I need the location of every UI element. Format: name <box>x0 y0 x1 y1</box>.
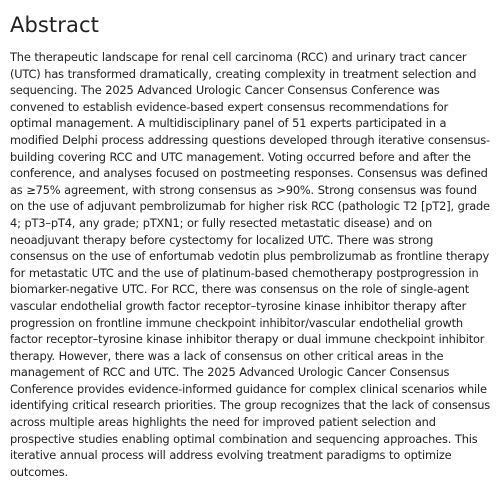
abstract-heading: Abstract <box>10 13 99 37</box>
abstract-section <box>10 12 492 480</box>
abstract-body: The therapeutic landscape for renal cell carcinoma (RCC) and urinary tract cancer (UTC) has transformed dramatically, creating complexity in treatment selection and sequencing. The 2025 Advanced Urologic Cancer Consensus Conference was convened to establish evidence-based expert consensus recommendations for optimal management. A multidisciplinary panel of 51 experts participated in a modified Delphi process addressing questions developed through iterative consensus-building covering RCC and UTC management. Voting occurred before and after the conference, and analyses focused on postmeeting responses. Consensus was defined as ≥75% agreement, with strong consensus as >90%. Strong consensus was found on the use of adjuvant pembrolizumab for higher risk RCC (pathologic T2 [pT2], grade 4; pT3–pT4, any grade; pTXN1; or fully resected metastatic disease) and on neoadjuvant therapy before cystectomy for localized UTC. There was strong consensus on the use of enfortumab vedotin plus pembrolizumab as frontline therapy for metastatic UTC and the use of platinum-based chemotherapy postprogression in biomarker-negative UTC. For RCC, there was consensus on the role of single-agent vascular endothelial growth factor receptor–tyrosine kinase inhibitor therapy after progression on frontline immune checkpoint inhibitor/vascular endothelial growth factor receptor–tyrosine kinase inhibitor therapy or dual immune checkpoint inhibitor therapy. However, there was a lack of consensus on other critical areas in the management of RCC and UTC. The 2025 Advanced Urologic Cancer Consensus Conference provides evidence-informed guidance for complex clinical scenarios while identifying critical research priorities. The group recognizes that the lack of consensus across multiple areas highlights the need for improved patient selection and prospective studies enabling optimal combination and sequencing approaches. This iterative annual process will address evolving treatment paradigms to optimize outcomes. <box>10 50 491 479</box>
